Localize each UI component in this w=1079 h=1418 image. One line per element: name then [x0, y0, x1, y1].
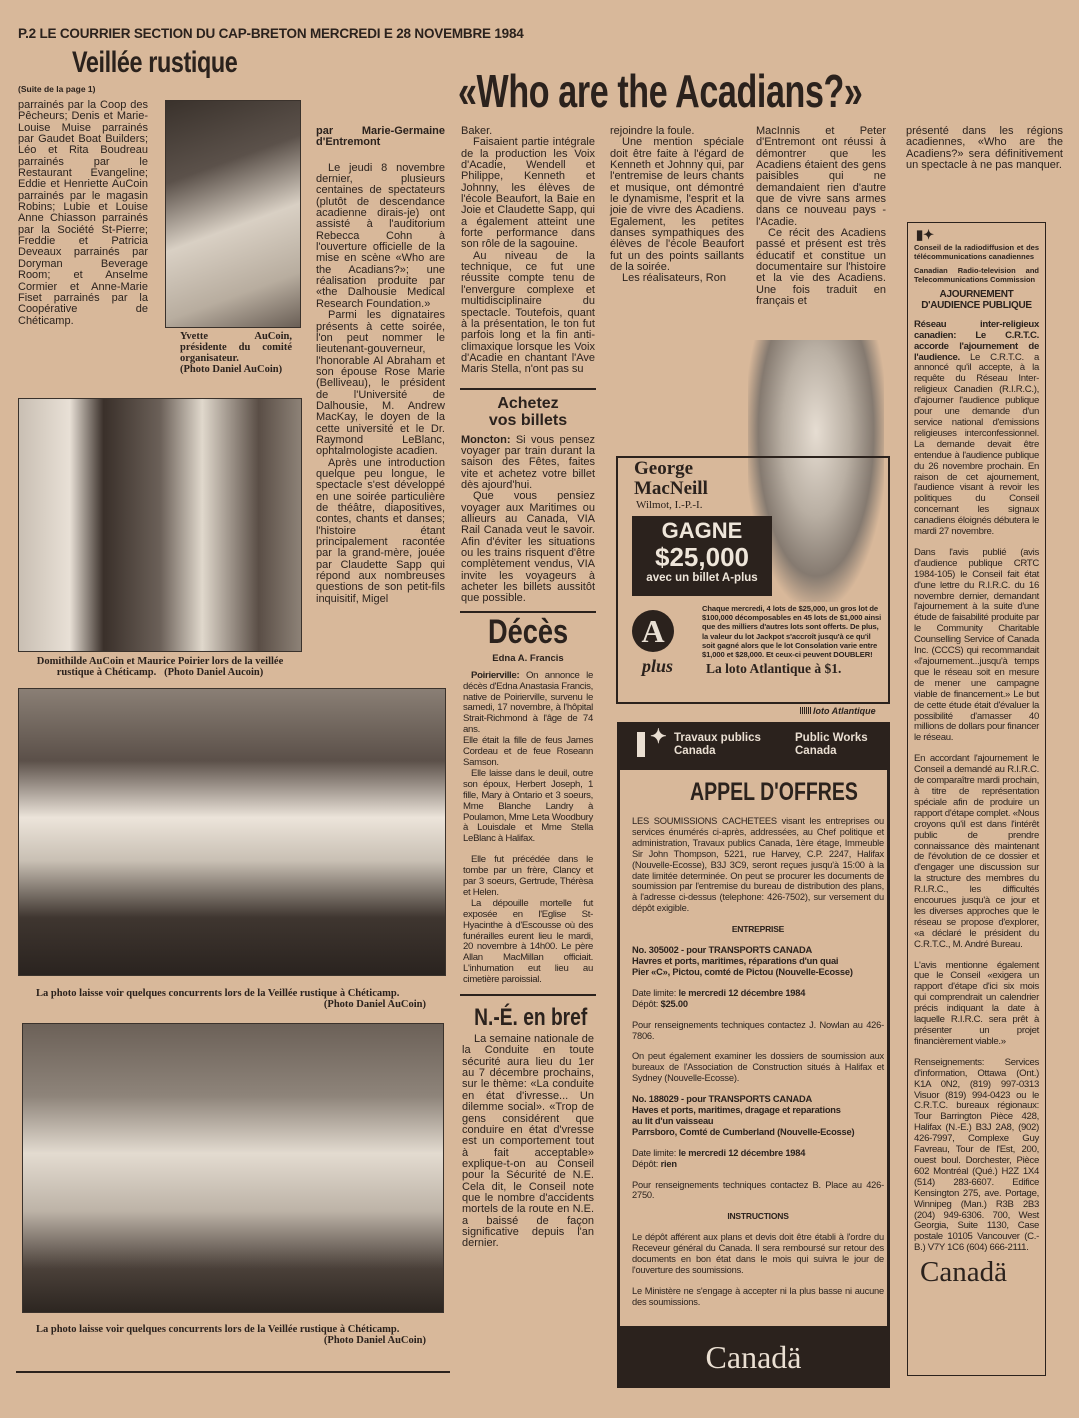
paragraph: En accordant l'ajournement le Conseil a demandé au R.I.R.C. de comparaître mardi prochain, à titre de représentation spéciale afin de produire un rapport d'étape complet. «Nous croyons qu'il est dans l'intérêt public de prendre connaissance dès maintenant de l'évolution de ce dossier et d'engager une discussion sur la structure des membres du R.I.R.C., les difficultés encourues jusqu'à ce jour et les diverses approches que le réseau se propose d'explorer, «a déclaré le président du C.R.T.C., M. André Bureau.: [914, 753, 1039, 950]
deces-title-wrap: [460, 613, 596, 651]
loto-top: [632, 459, 782, 596]
title-line: AJOURNEMENT: [939, 289, 1014, 300]
paragraph-text: Le C.R.T.C. a annoncé qu'il accepte, à la requête du Réseau Inter-religieux Canadien (R.I.R.C.), d'ajourner l'audience publique pour une demande d'un service national d'emissions religieuses interconfessionnel. La demande devait être entendue à l'audience publique du 26 novembre prochain. En raison de cet ajournement, l'audience visant à revoir les politiques du Conseil concernant les signaux canadiens éloignés débutera le mardi 27 novembre.: [914, 351, 1039, 538]
paragraph: MacInnis et Peter d'Entremont ont réussi à démontrer que les Acadiens étaient des gens paisibles qui ne demandaient rien d'autre que de vivre sans armes dans ce nouveau pays - l'Acadie.: [756, 125, 886, 228]
paragraph: [914, 320, 1039, 538]
name-line: George: [634, 458, 694, 479]
name-line: MacNeill: [634, 478, 708, 499]
paragraph-text: Si vous pensez voyager par train durant la saison des Fêtes, faites vite et achetez votre billet dès ajourd'hui.: [461, 433, 595, 491]
divider: [16, 1371, 450, 1373]
paragraph: Une mention spéciale doit être faite à l'égard de Kenneth et Johnny qui, par l'entremise de leurs chants et musique, ont démontré le dynamisme, l'esprit et la joie de vivre des Acadiens. Egalement, les petites danses sympathiques des élèves de l'école Beaufort fut un des points saillants de la soirée.: [610, 136, 744, 274]
tender-1-dates: [632, 988, 884, 1010]
public-works-footer: [617, 1326, 890, 1388]
paragraph: Pour renseignements techniques contactez J. Nowlan au 426-7806.: [632, 1019, 884, 1041]
paragraph: Elle laisse dans le deuil, outre son époux, Herbert Joseph, 1 fille, Mary à Ontario et 3 soeurs, Mme Blanche Landry à Poulamon, Mme Leta Woodbury à Louisdale et Mme Stella LeBlanc à Halifax.: [463, 767, 593, 845]
tender-line: Haves et ports, maritimes, dragage et reparations: [632, 1105, 841, 1116]
deces-body: [460, 671, 596, 986]
photo-credit: (Photo Daniel AuCoin): [323, 1335, 426, 1346]
label: Date limite:: [632, 1147, 677, 1158]
deadline: le mercredi 12 décembre 1984: [678, 1147, 806, 1158]
acadians-col-4: [756, 126, 886, 308]
prize-amount: $25,000: [655, 542, 749, 572]
bref-title-wrap: [460, 1004, 596, 1034]
dept-line: Canada: [795, 745, 837, 757]
paragraph: Parmi les dignataires présents à cette soirée, l'on peut nommer le lieutenant-gouverneur, l'honorable Al Abraham et son épouse Rose Marie (Belliveau), le président de l'Université de Dalhousie, M. Andrew MacKay, le doyen de la cette université et le Dr. Raymond LeBlanc, ophtalmologiste acadien.: [316, 309, 445, 458]
paragraph: LES SOUMISSIONS CACHETEES visant les entreprises ou services énumérés ci-après, addressées, au Chef politique et administration, Travaux publics Canada, 1ère étage, Immeuble Sir John Thompson, 5221, rue Harvey, C.P. 2247, Halifax (Nouvelle-Ecosse), B3J 3C9, seront reçues jusqu'à 15:00 à la date limitée determinée. On peut se procurer les documents de soumission par l'entremise du bureau de distribution des plans, à l'adresse ci-dessus (telephone: 426-7502), sur versement du dépôt exigible.: [632, 816, 884, 914]
paragraph: [461, 435, 595, 492]
canada-wordmark: Canadä: [705, 1339, 802, 1375]
tender-line: au lit d'un vaisseau: [632, 1115, 714, 1126]
public-works-header: [617, 722, 890, 770]
loto-banner: [632, 516, 772, 596]
paragraph: parrainés par la Coop des Pêcheurs; Denis et Marie-Louise Muise parrainés par Gaudet Boat Builders; Léo et Rita Boudreau parrainés par le Restaurant Evangeline; Eddie et Henriette AuCoin parrainés par le magasin Robins; Lubie et Louise Anne Chiasson parrainés par la Société St-Pierre; Freddie et Patricia Deveaux parrainés par Doryman Beverage Room; et Anselme Cormier et Anne-Marie Fiset parrainés par la Coopérative de Chéticamp.: [18, 99, 148, 327]
tender-line: Havres et ports, maritimes, réparations d'un quai: [632, 955, 839, 966]
maple-leaf-icon: ✦: [650, 726, 667, 748]
canada-flag-bar-icon: [637, 732, 645, 757]
tender-2-dates: [632, 1148, 884, 1170]
paragraph: On peut également examiner les dossiers de soumission aux bureaux de l'Association de Construction situés à Halifax et Sydney (Nouvelle-Ecosse).: [632, 1051, 884, 1084]
paragraph: Au niveau de la technique, ce fut une réussite compte tenu de l'envergure complexe et multidisciplinaire du spectacle. Toutefois, quant à la présentation, le ton fut parfois long et la fin anti-climaxique lorsque les Voix d'Acadie en chantant l'Ave Maris Stella, n'ont pas su: [461, 249, 595, 376]
tender-1-heading: [632, 945, 884, 978]
photo-concurrents-1: [18, 688, 446, 976]
paragraph: La semaine nationale de la Conduite en toute sécurité aura lieu du 1er au 7 décembre prochains, sur le thème: «La conduite en état d'ivresse... Un dilemme social». «Trop de gens considérent que conduire en état d'vresse est un comportement tout à fait acceptable» explique-t-on au Conseil pour la Sécurité de N.E. Cela dit, le Conseil note que le nombre d'accidents mortels de la route en N.E. a baissé de façon significative depuis l'an dernier.: [462, 1033, 594, 1250]
paragraph-text: On annonce le décès d'Edna Anastasia Francis, native de Poirierville, survenu le samedi, 17 novembre, à l'hôpital Strait-Richmond à l'âge de 74 ans.: [463, 669, 593, 736]
divider: [460, 388, 596, 390]
crtc-notice: [907, 222, 1046, 1376]
org-name-en: Canadian Radio-television and Telecommunications Commission: [914, 266, 1039, 284]
tender-line: Pier «C», Pictou, comté de Pictou (Nouvelle-Ecosse): [632, 966, 853, 977]
acadians-col-5: [906, 126, 1063, 171]
paragraph: Faisaient partie intégrale de la production les Voix d'Acadie, Wendell et Philippe, Kenneth et Johnny, les élèves de l'école Beaufort, la Baie en Joie et Claudette Sapp, qui a également atteint une forte performance dans son rôle de la sagouine.: [461, 136, 595, 251]
tender-line: No. 188029 - pour TRANSPORTS CANADA: [632, 1094, 812, 1105]
photo-domithilde-maurice: [18, 398, 302, 652]
paragraph: Le Ministère ne s'engage à accepter ni la plus basse ni aucune des soumissions.: [632, 1285, 884, 1307]
label: Dépôt:: [632, 1158, 659, 1169]
public-works-body: [632, 816, 884, 1308]
brand-bars-icon: [800, 707, 812, 714]
photo-credit: (Photo Daniel AuCoin): [180, 364, 283, 375]
loto-tagline: La loto Atlantique à $1.: [706, 661, 842, 677]
caption-concurrents-1: [36, 988, 436, 1010]
billet-text: avec un billet A-plus: [646, 572, 758, 584]
caption-yvette: [180, 331, 292, 375]
org-name-fr: Conseil de la radiodiffusion et des télécommunications canadiennes: [914, 243, 1039, 261]
tender-line: No. 305002 - pour TRANSPORTS CANADA: [632, 945, 812, 956]
paragraph: Dans l'avis publié (avis d'audience publique CRTC 1984-105) le Conseil fait état d'une lettre du R.I.R.C. du 16 novembre dernier, demandant l'ajournement à la suite d'une étude de faisabilité produite par le Community Charitable Counselling Service of Canada Inc. (CCCS) qui recommandait «l'ajournement...jusqu'à temps que le réseau soit en mesure de mener une campagne viable de financement.» Le but de cette étude était d'évaluer la possibilité d'amasser 40 millions de dollars pour financer le réseau.: [914, 546, 1040, 744]
photo-yvette-aucoin: [165, 100, 301, 328]
deposit: $25.00: [660, 998, 688, 1009]
caption-concurrents-2: [36, 1324, 436, 1346]
dateline: Moncton:: [461, 433, 511, 446]
crtc-title: [914, 290, 1039, 312]
paragraph: Elle était la fille de feus James Cordeau et de feue Roseann Samson.: [463, 735, 593, 768]
paragraph: Renseignements: Services d'information, Ottawa (Ont.) K1A 0N2, (819) 997-0313 Visuor (819) 994-0423 ou le C.R.T.C. bureaux régionaux: Tour Barrington Pièce 428, Halifax (N.-E.) B3J 2A8, (902) 426-7997, Complexe Guy Favreau, Tour de l'Est, 200, ouest boul. Dorchester, Pièce 602 Montréal (Qué.) H2Z 1X4 (514) 283-6607. Edifice Kensington 275, ave. Portage, Winnipeg (Man.) R3B 2B3 (204) 949-6306. 700, West Georgia, Suite 1130, Case postale 10105 Vancouver (C.-B.) V7Y 1C6 (604) 666-2111.: [914, 1056, 1039, 1254]
loto-winner-place: Wilmot, I.-P.-I.: [636, 499, 703, 511]
veillee-text: [18, 100, 148, 327]
caption-text: La photo laisse voir quelques concurrents lors de la Veillée rustique à Chéticamp.: [36, 1324, 400, 1335]
masthead: P.2 LE COURRIER SECTION DU CAP-BRETON MERCREDI E 28 NOVEMBRE 1984: [18, 26, 524, 41]
paragraph: Que vous pensiez voyager aux Maritimes ou allieurs au Canada, VIA Rail Canada veut le savoir. Afin d'éviter les situations ou les trains risquent d'être complètement vendus, VIA invite les voyageurs à acheter les billets aussitôt que possible.: [461, 490, 595, 605]
paragraph: Ce récit des Acadiens passé et présent est très éducatif et constitue un documentaire sur l'histoire et la vie des Acadiens. Une fois traduit en français et: [756, 227, 886, 308]
dept-name-en: [795, 732, 868, 758]
deces-name: Edna A. Francis: [492, 652, 564, 664]
title-line: vos billets: [488, 411, 568, 429]
dept-line: Canada: [674, 745, 716, 757]
paragraph: présenté dans les régions acadiennes, «Who are the Acadiens?» sera définitivement un spectacle à ne pas manquer.: [906, 125, 1063, 172]
divider: [460, 994, 596, 996]
section-heading: ENTREPRISE: [731, 924, 785, 935]
paragraph: Pour renseignements techniques contactez B. Place au 426-2750.: [632, 1179, 884, 1201]
dept-line: Public Works: [795, 732, 868, 744]
dept-line: Travaux publics: [674, 732, 761, 744]
caption-text: Domithilde AuCoin et Maurice Poirier lors de la veillée rustique à Chéticamp.: [36, 656, 284, 678]
loto-winner-name: [632, 459, 782, 499]
tender-2-heading: [632, 1094, 884, 1138]
label: Date limite:: [632, 987, 677, 998]
appel-offres-title: APPEL D'OFFRES: [690, 778, 858, 806]
dept-name-fr: [674, 732, 761, 758]
photo-concurrents-2: [22, 1023, 444, 1313]
deposit: rien: [660, 1158, 677, 1169]
deces-title: Décès: [487, 612, 569, 651]
crtc-canada-wordmark: Canadä: [920, 1256, 1007, 1289]
gagne-text: GAGNE: [661, 518, 743, 543]
veillee-title: Veillée rustique: [72, 46, 238, 79]
bref-title: N.-É. en bref: [474, 1004, 588, 1032]
logo-letter: A: [641, 613, 665, 649]
a-plus-logo-word: plus: [642, 656, 674, 676]
paragraph: Les réalisateurs, Ron: [622, 272, 726, 285]
section-heading: INSTRUCTIONS: [727, 1211, 789, 1222]
brand-text: loto Atlantique: [813, 706, 876, 716]
tender-line: Parrsboro, Comté de Cumberland (Nouvelle-Ecosse): [632, 1126, 855, 1137]
title-line: D'AUDIENCE PUBLIQUE: [921, 299, 1032, 311]
byline: par Marie-Germaine d'Entremont: [316, 125, 445, 149]
loto-text: [702, 604, 884, 676]
paragraph: Baker.: [461, 125, 493, 137]
acadians-col-3: [610, 126, 744, 285]
acadians-title: «Who are the Acadians?»: [458, 65, 863, 117]
deadline: le mercredi 12 décembre 1984: [678, 987, 806, 998]
paragraph: Elle fut précédée dans le tombe par un frère, Clancy et par 3 soeurs, Gertrude, Thérèsa et Helen.: [463, 854, 593, 898]
paragraph: rejoindre la foule.: [610, 125, 695, 137]
acadians-col-2: [460, 126, 596, 376]
loto-atlantique-brand: [800, 706, 876, 716]
label: Dépôt:: [632, 998, 659, 1009]
paragraph: [463, 671, 593, 736]
loto-details: Chaque mercredi, 4 lots de $25,000, un gros lot de $100,000 décomposables en 45 lots de $1,000 ainsi que des milliers d'autres lots sont offerts. De plus, la valeur du lot Jackpot s'accroît jusqu'à ce qu'il soit gagné alors que le lot Consolation varie entre $1,000 et $28,000. Et ceux-ci peuvent DOUBLER!: [702, 604, 882, 660]
caption-text: La photo laisse voir quelques concurrents lors de la Veillée rustique à Chéticamp.: [36, 988, 400, 999]
title-line: Achetez: [497, 394, 559, 412]
paragraph: Le jeudi 8 novembre dernier, plusieurs centaines de spectateurs (plutôt de descendance acadienne dirais-je) ont assisté à l'auditorium Rebecca Cohn à l'ouverture officielle de la mise en scène «Who are the Acadians?»; une réalisation produite par «the Dalhousie Medical Research Foundation.»: [316, 161, 445, 310]
acadians-col-1: [316, 126, 445, 605]
crtc-body: [914, 243, 1039, 1254]
achetez-title: [460, 395, 596, 429]
caption-domithilde: [30, 656, 290, 678]
achetez-body: [460, 435, 596, 605]
paragraph: Le dépôt afférent aux plans et devis doit être établi à l'ordre du Receveur général du Canada. Il sera remboursé sur retour des documents en bon état dans le mois qui suivra le jour de l'ouverture des soumissions.: [632, 1232, 884, 1275]
veillee-suite: (Suite de la page 1): [18, 84, 96, 94]
lead: Réseau inter-religieux canadien: Le C.R.T.C. accorde l'ajournement de l'audience.: [914, 318, 1039, 363]
paragraph: La dépouille mortelle fut exposée en l'Eglise St-Hyacinthe à d'Escousse où des funérailles eurent lieu le mardi, 20 novembre à 14h00. Le père Allan MacMillan officiait. L'inhumation eut lieu au cimetière paroissial.: [463, 897, 593, 986]
a-plus-logo: [632, 610, 674, 652]
paragraph: Après une introduction quelque peu longue, le spectacle s'est développé en une soirée particulière de théâtre, diapositives, contes, chants et danses; l'histoire étant principalement racontée par la grand-mère, jouée par Claudette Sapp qui répond aux nombreuses questions de son petit-fils inquisitif, Migel: [316, 456, 445, 605]
caption-text: Yvette AuCoin, présidente du comité organisateur.: [180, 331, 292, 364]
canada-flag-icon: ▮✦: [916, 227, 935, 242]
dateline: Poirierville:: [471, 669, 520, 681]
bref-body: [460, 1034, 596, 1250]
photo-credit: (Photo Daniel Aucoin): [164, 667, 264, 678]
paragraph: L'avis mentionne également que le Conseil «exigera un rapport d'étape d'ici six mois qui comprendrait un calendrier précis indiquant la date à laquelle R.I.R.C. sera prêt à présenter un projet financièrement viable.»: [914, 959, 1039, 1047]
middle-column: [460, 126, 596, 1250]
photo-credit: (Photo Daniel AuCoin): [323, 999, 426, 1010]
